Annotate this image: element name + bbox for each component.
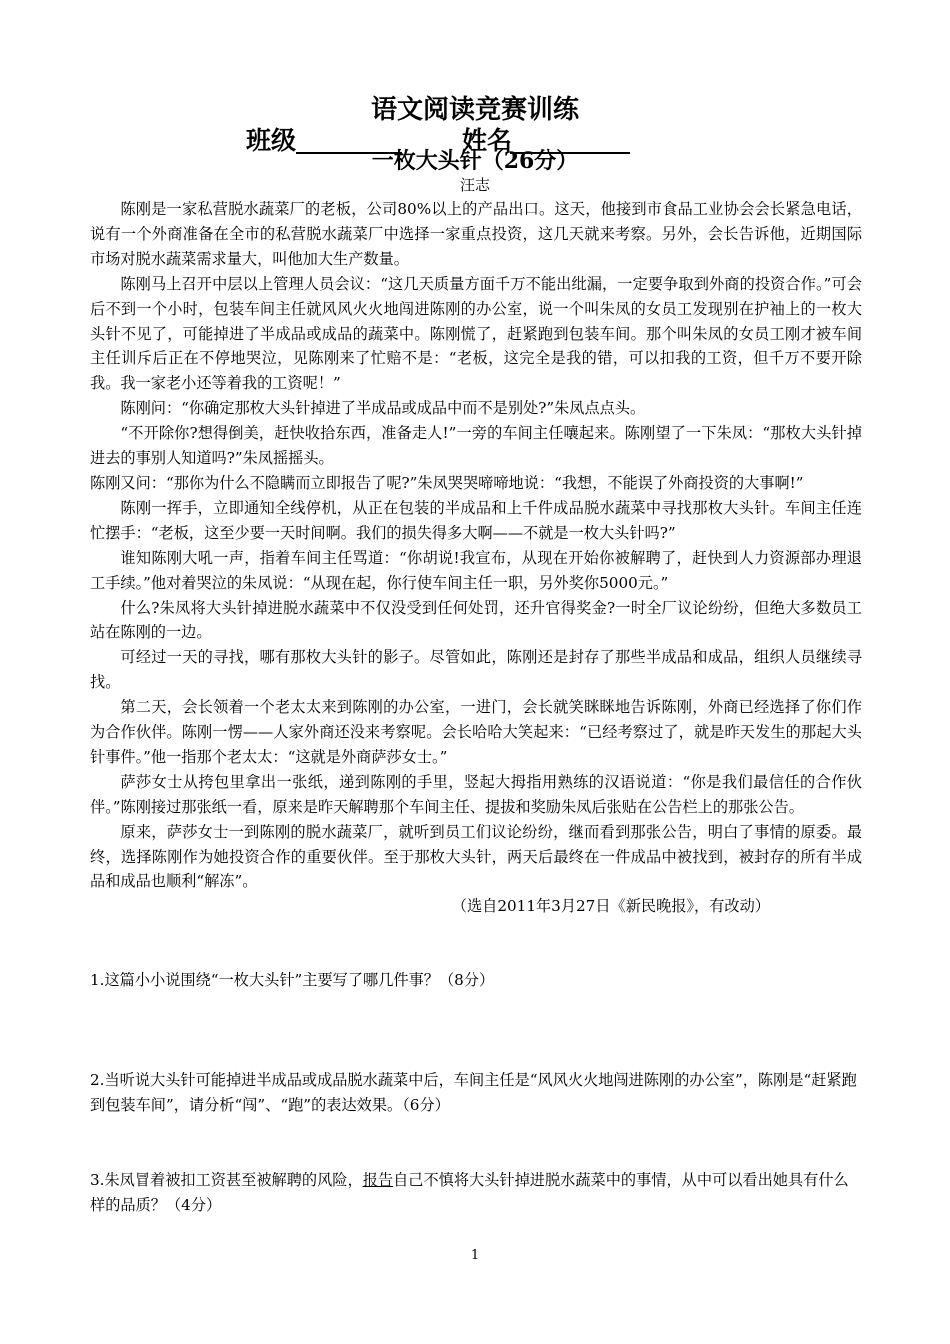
paragraph: 萨莎女士从挎包里拿出一张纸，递到陈刚的手里，竖起大拇指用熟练的汉语说道：“你是我们最信任的合作伙伴。”陈刚接过那张纸一看，原来是昨天解聘那个车间主任、提拔和奖励朱凤后张贴在公告栏上的那张公告。 [90, 772, 862, 816]
underlined-word: 报告 [362, 1171, 394, 1189]
question-3-text [90, 1168, 862, 1218]
paragraph: 可经过一天的寻找，哪有那枚大头针的影子。尽管如此，陈刚还是封存了那些半成品和成品，组织人员继续寻找。 [90, 648, 862, 692]
paragraph: 陈刚马上召开中层以上管理人员会议：“这几天质量方面千万不能出纰漏，一定要争取到外商的投资合作。”可会后不到一个小时，包装车间主任就风风火火地闯进陈刚的办公室，说一个叫朱凤的女员工发现别在护袖上的一枚大头针不见了，可能掉进了半成品或成品的蔬菜中。陈刚慌了，赶紧跑到包装车间。那个叫朱凤的女员工刚才被车间主任训斥后正在不停地哭泣，见陈刚来了忙赔不是：“老板，这完全是我的错，可以扣我的工资，但千万不要开除我。我一家老小还等着我的工资呢！” [90, 274, 862, 393]
question-2 [90, 1068, 862, 1118]
paragraph: “不开除你?想得倒美，赶快收拾东西，准备走人!”一旁的车间主任嚷起来。陈刚望了一下朱凤：“那枚大头针掉进去的事别人知道吗?”朱凤摇摇头。 [90, 424, 862, 468]
page-number: 1 [470, 1248, 480, 1263]
article-body [90, 197, 862, 919]
paragraph: 谁知陈刚大吼一声，指着车间主任骂道：“你胡说!我宣布，从现在开始你被解聘了，赶快到人力资源部办理退工手续。”他对着哭泣的朱凤说：“从现在起，你行使车间主任一职，另外奖你5000元。” [90, 548, 862, 592]
question-3 [90, 1168, 862, 1218]
paragraph: 什么?朱凤将大头针掉进脱水蔬菜中不仅没受到任何处罚，还升官得奖金?一时全厂议论纷纷，但绝大多数员工站在陈刚的一边。 [90, 598, 862, 642]
class-label: 班级 [246, 126, 297, 155]
article-author: 汪志 [459, 176, 490, 194]
name-label: 姓名 [462, 126, 513, 155]
question-3-text-end: 自己不慎将大头针掉进脱水蔬菜中的事情，从中可以看出她具有什么样的品质？（4分） [90, 1171, 849, 1214]
paragraph: 原来，萨莎女士一到陈刚的脱水蔬菜厂，就听到员工们议论纷纷，继而看到那张公告，明白了事情的原委。最终，选择陈刚作为她投资合作的重要伙伴。至于那枚大头针，两天后最终在一件成品中被找到，被封存的所有半成品和成品也顺利“解冻”。 [90, 822, 862, 891]
paragraph: 陈刚又问：“那你为什么不隐瞒而立即报告了呢?”朱凤哭哭啼啼地说：“我想，不能误了外商投资的大事啊!” [90, 473, 804, 492]
paragraph: 陈刚一挥手，立即通知全线停机，从正在包装的半成品和上千件成品脱水蔬菜中寻找那枚大头针。车间主任连忙摆手：“老板，这至少要一天时间啊。我们的损失得多大啊——不就是一枚大头针吗?” [90, 498, 862, 542]
question-3-text-start: 3.朱凤冒着被扣工资甚至被解聘的风险， [90, 1171, 363, 1189]
paragraph: 第二天，会长领着一个老太太来到陈刚的办公室，一进门，会长就笑眯眯地告诉陈刚，外商已经选择了你们作为合作伙伴。陈刚一愣——人家外商还没来考察呢。会长哈哈大笑起来：“已经考察过了，就是昨天发生的那起大头针事件。”他一指那个老太太：“这就是外商萨莎女士。” [90, 698, 862, 766]
question-1 [90, 968, 862, 993]
paragraph: 陈刚是一家私营脱水蔬菜厂的老板，公司80%以上的产品出口。这天，他接到市食品工业协会会长紧急电话，说有一个外商准备在全市的私营脱水蔬菜厂中选择一家重点投资，这几天就来考察。另外，会长告诉他，近期国际市场对脱水蔬菜需求量大，叫他加大生产数量。 [90, 200, 862, 268]
question-2-text: 2.当听说大头针可能掉进半成品或成品脱水蔬菜中后，车间主任是“风风火火地闯进陈刚的办公室”，陈刚是“赶紧跑到包装车间”，请分析“闯”、“跑”的表达效果。（6分） [90, 1071, 857, 1114]
question-1-text: 1.这篇小小说围绕“一枚大头针”主要写了哪几件事？（8分） [90, 971, 495, 989]
paragraph: 陈刚问：“你确定那枚大头针掉进了半成品或成品中而不是别处?”朱凤点点头。 [120, 399, 646, 418]
article-source: （选自2011年3月27日《新民晚报》，有改动） [451, 897, 770, 916]
document-title: 语文阅读竞赛训练 [370, 95, 579, 125]
article-title: 一枚大头针（26分） [371, 148, 579, 174]
